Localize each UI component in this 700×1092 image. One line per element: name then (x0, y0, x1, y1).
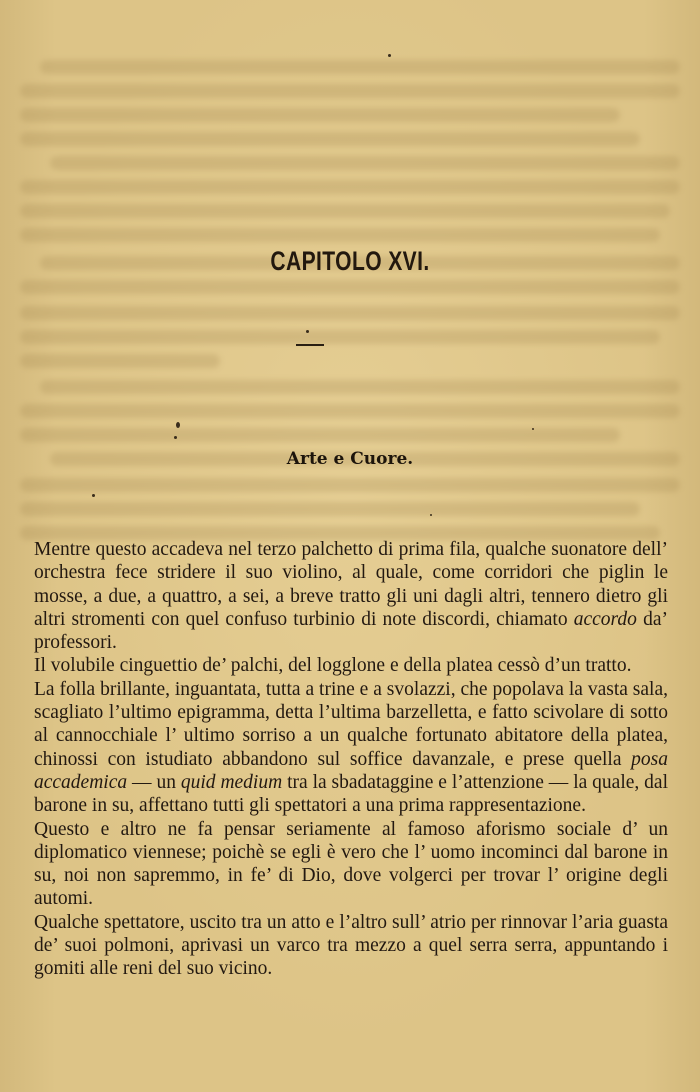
text-run: tra la sbadataggine e l’attenzione — la quale, dal barone in su, affettano tutti gli spettatori a una prima rappresentazione. (34, 771, 669, 817)
section-title: Arte e Cuore. (286, 449, 414, 469)
paragraph (34, 911, 668, 981)
body-text (34, 538, 668, 981)
italic-phrase: quid medium (180, 771, 283, 793)
paragraph (34, 538, 668, 654)
italic-phrase: accordo (573, 608, 637, 630)
text-run: Questo e altro ne fa pensar seriamente al famoso aforismo sociale d’ un diplomatico viennese; poichè se egli è vero che l’ uomo incominci dal barone in su, noi non sapremmo, in fe’ di Dio, dove volgerci per trovar l’ origine degli automi. (34, 818, 668, 910)
show-through-text (10, 0, 700, 560)
paragraph (34, 678, 668, 818)
text-run: Qualche spettatore, uscito tra un atto e l’altro sull’ atrio per rinnovar l’aria guasta de’ suoi polmoni, aprivasi un varco tra mezzo a quel serra serra, appuntando i gomiti alle reni del suo vicino. (34, 911, 668, 980)
chapter-title: CAPITOLO XVI. (270, 246, 430, 276)
text-run: — un (127, 771, 181, 793)
italic-phrase: posa accademica (34, 748, 668, 793)
text-run: La folla brillante, inguantata, tutta a trine e a svolazzi, che popolava la vasta sala, scagliato l’ultimo epigramma, detta l’ultima barzelletta, e fatto scivolare di sotto al cannocchiale l’ ultimo sorriso a un qualche fortunato abitatore della platea, chinossi con istudiato abbandono sul soffice davanzale, e prese quella (34, 678, 668, 770)
text-run: Mentre questo accadeva nel terzo palchetto di prima fila, qualche suonatore dell’ orchestra fece stridere il suo violino, al quale, come corridori che piglin le mosse, a due, a quattro, a sei, a breve tratto gli uni dagli altri, tennero dietro gli altri stromenti con quel confuso turbinio di note discordi, chiamato (34, 539, 668, 630)
text-run: Il volubile cinguettio de’ palchi, del logglone e della platea cessò d’un tratto. (34, 655, 632, 677)
title-rule (296, 344, 324, 346)
paragraph (34, 654, 668, 677)
text-run: da’ professori. (34, 608, 668, 654)
paragraph (34, 818, 668, 911)
